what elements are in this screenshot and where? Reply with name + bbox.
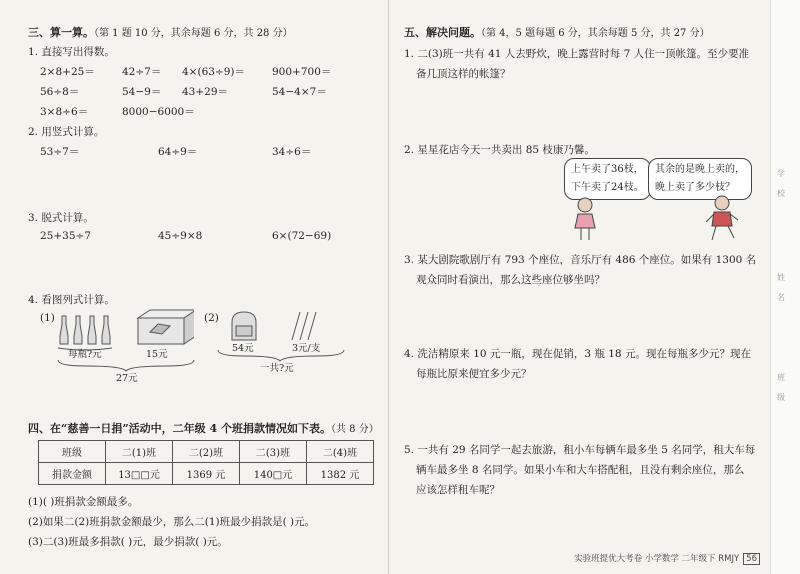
expression: 43+29＝ xyxy=(182,86,229,98)
pen-price-label: 3元/支 xyxy=(292,343,321,354)
edge-mark: 姓 xyxy=(777,273,785,282)
bubble-text: 上午卖了36枝， xyxy=(571,164,644,175)
problem-5-line: 辆车最多坐 8 名同学。如果小车和大车搭配租，且没有剩余座位，那么 xyxy=(416,464,745,476)
expression: 25+35÷7 xyxy=(40,230,91,242)
box-price-label: 15元 xyxy=(146,349,168,360)
table-cell: 班级 xyxy=(39,441,106,463)
problem-3-line: 3. 某大剧院歌剧厅有 793 个座位，音乐厅有 486 个座位。如果有 1300 名 xyxy=(404,254,757,266)
edge-mark: 名 xyxy=(777,293,785,302)
table-cell: 二(4)班 xyxy=(307,441,374,463)
footer-text: 实验班提优大考卷 小学数学 二年级下 RMJY xyxy=(574,554,740,564)
edge-mark: 校 xyxy=(777,189,785,198)
table-cell: 捐款金额 xyxy=(39,463,106,485)
speech-bubble xyxy=(564,158,651,200)
expression: 45÷9×8 xyxy=(158,230,203,242)
table-cell: 1369 元 xyxy=(173,463,240,485)
expression: 6×(72−69) xyxy=(272,230,332,242)
table-cell: 140□元 xyxy=(240,463,307,485)
q4-title: 4. 看图列式计算。 xyxy=(28,294,115,306)
section-5-heading: 五、解决问题。（第 4，5 题每题 6 分，其余每题 5 分，共 27 分） xyxy=(404,26,710,39)
expression: 53÷7＝ xyxy=(40,146,80,158)
expression: 42÷7＝ xyxy=(122,66,162,78)
binding-edge xyxy=(770,0,800,574)
expression: 34÷6＝ xyxy=(272,146,312,158)
part-marker: (1) xyxy=(40,312,55,324)
problem-5-line: 5. 一共有 29 名同学一起去旅游，租小车每辆车最多坐 5 名同学，租大车每 xyxy=(404,444,756,456)
table-cell: 二(3)班 xyxy=(240,441,307,463)
problem-1-line: 备几顶这样的帐篷？ xyxy=(416,68,511,80)
left-column xyxy=(26,0,382,574)
boy-figure-icon xyxy=(704,194,740,242)
table-cell: 1382 元 xyxy=(307,463,374,485)
problem-4-line: 4. 洗洁精原来 10 元一瓶，现在促销，3 瓶 18 元。现在每瓶多少元？现在 xyxy=(404,348,751,360)
expression: 4×(63÷9)＝ xyxy=(182,66,246,78)
total-label: 一共?元 xyxy=(260,363,294,374)
right-column xyxy=(402,0,762,574)
pen-icon xyxy=(292,312,300,340)
bubble-text: 其余的是晚上卖的， xyxy=(655,164,745,175)
column-divider xyxy=(388,0,389,574)
table-cell: 二(1)班 xyxy=(106,441,173,463)
edge-mark: 学 xyxy=(777,169,785,178)
girl-figure-icon xyxy=(570,196,600,242)
edge-mark: 级 xyxy=(777,393,785,402)
q1-title: 1. 直接写出得数。 xyxy=(28,46,115,58)
page-number: 56 xyxy=(743,553,760,565)
q2-title: 2. 用竖式计算。 xyxy=(28,126,105,138)
q3-title: 3. 脱式计算。 xyxy=(28,212,94,224)
problem-2-line: 2. 星星花店今天一共卖出 85 枝康乃馨。 xyxy=(404,144,595,156)
expression: 56÷8＝ xyxy=(40,86,80,98)
expression: 54−9＝ xyxy=(122,86,162,98)
page-footer xyxy=(574,552,760,564)
edge-mark: 班 xyxy=(777,373,785,382)
s4-question-3: (3)二(3)班最多捐款( )元，最少捐款( )元。 xyxy=(28,536,228,548)
expression: 3×8÷6＝ xyxy=(40,106,89,118)
bottle-icon xyxy=(60,316,68,344)
backpack-price-label: 54元 xyxy=(232,343,254,354)
problem-4-line: 每瓶比原来便宜多少元？ xyxy=(416,368,532,380)
total-label: 27元 xyxy=(116,373,138,384)
table-cell: 13□□元 xyxy=(106,463,173,485)
expression: 54−4×7＝ xyxy=(272,86,327,98)
table-row xyxy=(39,441,374,463)
problem-3-line: 观众同时看演出，那么这些座位够坐吗？ xyxy=(416,274,605,286)
bubble-text: 晚上卖了多少枝？ xyxy=(655,182,735,193)
bottle-icon xyxy=(74,316,82,344)
part-marker: (2) xyxy=(204,312,219,324)
expression: 64÷9＝ xyxy=(158,146,198,158)
s4-question-2: (2)如果二(2)班捐款金额最少，那么二(1)班最少捐款是( )元。 xyxy=(28,516,316,528)
bubble-text: 下午卖了24枝。 xyxy=(571,182,644,193)
table-cell: 二(2)班 xyxy=(173,441,240,463)
table-row xyxy=(39,463,374,485)
bottle-icon xyxy=(102,316,110,344)
section-3-heading: 三、算一算。（第 1 题 10 分，其余每题 6 分，共 28 分） xyxy=(28,26,293,39)
section-4-heading: 四、在“慈善一日捐”活动中，二年级 4 个班捐款情况如下表。（共 8 分） xyxy=(28,422,379,435)
bottle-icon xyxy=(88,316,96,344)
bottle-price-label: 每瓶?元 xyxy=(68,349,102,360)
expression: 900+700＝ xyxy=(272,66,332,78)
problem-1-line: 1. 二(3)班一共有 41 人去野炊，晚上露营时每 7 人住一顶帐篷。至少要准 xyxy=(404,48,750,60)
expression: 8000−6000＝ xyxy=(122,106,195,118)
expression: 2×8+25＝ xyxy=(40,66,95,78)
s4-question-1: (1)( )班捐款金额最多。 xyxy=(28,496,139,508)
donation-table xyxy=(38,440,374,485)
problem-5-line: 应该怎样租车呢？ xyxy=(416,484,500,496)
